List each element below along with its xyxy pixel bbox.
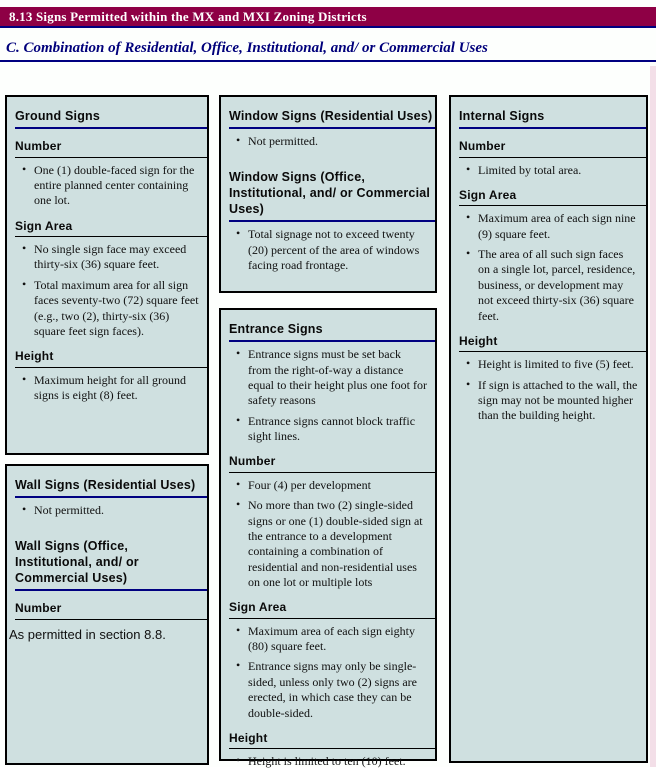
subhead-height: Height bbox=[229, 729, 435, 749]
box-ground-signs bbox=[5, 95, 209, 455]
bullet-list bbox=[459, 211, 638, 324]
bullet-list bbox=[459, 357, 638, 423]
bullet-list bbox=[229, 754, 427, 769]
bullet-item: • Maximum area of each sign eighty (80) square feet. bbox=[229, 624, 427, 655]
bullet-item: • If sign is attached to the wall, the sign may not be mounted higher than the building height. bbox=[459, 378, 638, 424]
box-title: Internal Signs bbox=[459, 106, 646, 129]
subhead-sign-area: Sign Area bbox=[229, 598, 435, 618]
bullet-item: • Total maximum area for all sign faces seventy-two (72) square feet (e.g., two (2), thirty-six (36) square feet sign faces). bbox=[15, 278, 199, 339]
subhead-height: Height bbox=[15, 347, 207, 367]
box-title: Wall Signs (Residential Uses) bbox=[15, 475, 207, 498]
bullet-item: • Maximum area of each sign nine (9) square feet. bbox=[459, 211, 638, 242]
bullet-item: • Not permitted. bbox=[15, 503, 199, 518]
subhead-number: Number bbox=[15, 137, 207, 157]
box-window-signs bbox=[219, 95, 437, 293]
bullet-item: • The area of all such sign faces on a single lot, parcel, residence, business, or development may not exceed thirty-six (36) square feet. bbox=[459, 247, 638, 324]
bullet-list bbox=[229, 478, 427, 591]
box-title: Ground Signs bbox=[15, 106, 207, 129]
box-wall-signs bbox=[5, 464, 209, 765]
bullet-list bbox=[15, 503, 199, 518]
bullet-item: • Entrance signs may only be single-sided, unless only two (2) signs are erected, in which case they can be double-sided. bbox=[229, 659, 427, 720]
bullet-item: • Not permitted. bbox=[229, 134, 427, 149]
subhead-height: Height bbox=[459, 332, 646, 352]
bullet-item: • Total signage not to exceed twenty (20) percent of the area of windows facing road frontage. bbox=[229, 227, 427, 273]
subtitle-rule bbox=[0, 60, 656, 62]
bullet-item: • No more than two (2) single-sided signs or one (1) double-sided sign at the entrance to a development containing a combination of residential and non-residential uses on one lot or multiple lots bbox=[229, 498, 427, 590]
box-entrance-signs bbox=[219, 308, 437, 769]
bullet-item: • Entrance signs must be set back from the right-of-way a distance equal to their height plus one foot for safety reasons bbox=[229, 347, 427, 408]
box-title: Wall Signs (Office, Institutional, and/ or Commercial Uses) bbox=[15, 536, 207, 592]
box-internal-signs bbox=[449, 95, 648, 763]
bullet-item: • Four (4) per development bbox=[229, 478, 427, 493]
bullet-list bbox=[229, 624, 427, 721]
bullet-list bbox=[229, 347, 427, 444]
section-header-title: 8.13 Signs Permitted within the MX and MXI Zoning Districts bbox=[9, 9, 367, 24]
note-text: As permitted in section 8.8. bbox=[9, 626, 166, 642]
bullet-item: • Height is limited to five (5) feet. bbox=[459, 357, 638, 372]
bullet-item: • Entrance signs cannot block traffic sight lines. bbox=[229, 414, 427, 445]
subhead-sign-area: Sign Area bbox=[459, 186, 646, 206]
bullet-list bbox=[229, 134, 427, 149]
bullet-list bbox=[15, 163, 199, 209]
bullet-list bbox=[15, 242, 199, 339]
bullet-item: • Maximum height for all ground signs is eight (8) feet. bbox=[15, 373, 199, 404]
box-title: Entrance Signs bbox=[229, 319, 435, 342]
subhead-number: Number bbox=[459, 137, 646, 157]
subhead-sign-area: Sign Area bbox=[15, 217, 207, 237]
box-title: Window Signs (Office, Institutional, and/ or Commercial Uses) bbox=[229, 167, 435, 223]
page-edge-strip bbox=[650, 66, 656, 767]
bullet-item: • One (1) double-faced sign for the entire planned center containing one lot. bbox=[15, 163, 199, 209]
box-title: Window Signs (Residential Uses) bbox=[229, 106, 435, 129]
bullet-list bbox=[15, 373, 199, 404]
section-header-bar bbox=[0, 7, 656, 28]
bullet-item: • No single sign face may exceed thirty-six (36) square feet. bbox=[15, 242, 199, 273]
subhead-number: Number bbox=[229, 452, 435, 472]
subsection-title: C. Combination of Residential, Office, Institutional, and/ or Commercial Uses bbox=[6, 40, 488, 56]
bullet-item: • Limited by total area. bbox=[459, 163, 638, 178]
bullet-list bbox=[459, 163, 638, 178]
bullet-item: • Height is limited to ten (10) feet. bbox=[229, 754, 427, 769]
bullet-list bbox=[229, 227, 427, 273]
subhead-number: Number bbox=[15, 599, 207, 619]
